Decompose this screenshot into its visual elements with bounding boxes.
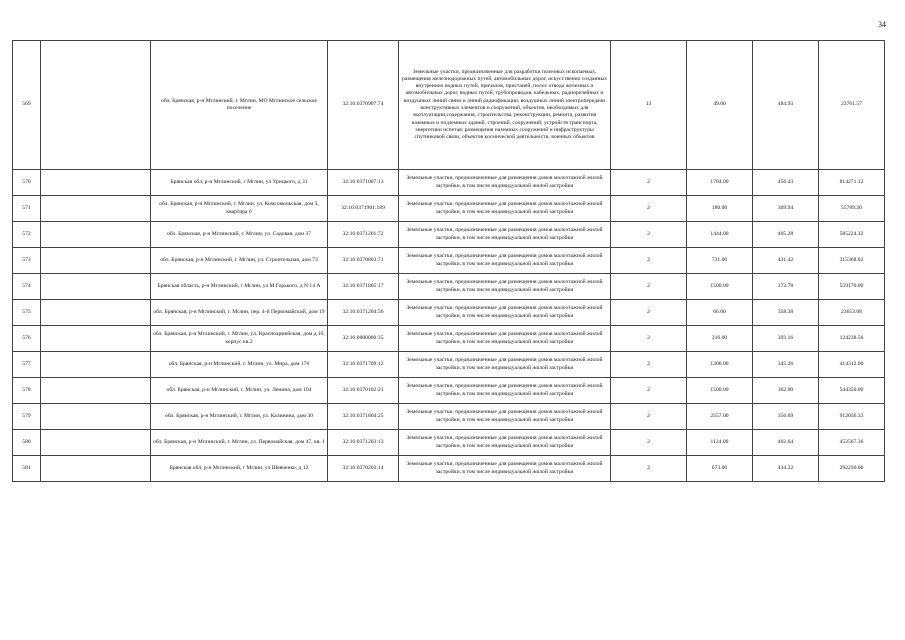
group-number-cell: 13 (611, 41, 687, 170)
row-number-cell: 571 (13, 196, 41, 222)
table-row (13, 274, 885, 300)
cadastral-number-cell: 32:16:0371203:13 (328, 430, 399, 456)
cadastral-number-cell: 32:16:0371007:13 (328, 170, 399, 196)
address-cell: обл. Брянская, р-н Мглинский, г. Мглин, пер. 4-й Первомайский, дом 19 (151, 300, 328, 326)
empty-cell (41, 300, 151, 326)
cadastral-value-cell: 814271.12 (819, 170, 885, 196)
table-row (13, 352, 885, 378)
cadastral-number-cell: 32:16:0371709:12 (328, 352, 399, 378)
address-cell: Брянская обл, р-н Мглинский, г Мглин, ул Урицкого, д 31 (151, 170, 328, 196)
address-cell: обл. Брянская, р-н Мглинский, г. Мглин, ул. Калинина, дом 30 (151, 404, 328, 430)
specific-value-cell: 434.22 (753, 456, 819, 482)
empty-cell (41, 41, 151, 170)
address-cell: обл. Брянская, р-н Мглинский, г. Мглин, ул. Строительная, дом 73 (151, 248, 328, 274)
cadastral-number-cell: 32:16:0370102:21 (328, 378, 399, 404)
address-cell: обл. Брянская, р-н Мглинский, г. Мглин, ул. Первомайская, дом 47, кв. 1 (151, 430, 328, 456)
specific-value-cell: 484.93 (753, 41, 819, 170)
cadastral-number-cell: 32:16:0370907:74 (328, 41, 399, 170)
land-use-purpose-cell: Земельные участки, предназначенные для размещения домов малоэтажной жилой застройки, в том числе индивидуальной жилой застройки (399, 430, 611, 456)
specific-value-cell: 358.38 (753, 300, 819, 326)
row-number-cell: 579 (13, 404, 41, 430)
area-cell: 2557.00 (687, 404, 753, 430)
table-body (13, 41, 885, 482)
cadastral-value-cell: 559170.00 (819, 274, 885, 300)
row-number-cell: 572 (13, 222, 41, 248)
land-use-purpose-cell: Земельные участки, предназначенные для размещения домов малоэтажной жилой застройки, в том числе индивидуальной жилой застройки (399, 274, 611, 300)
table-row (13, 404, 885, 430)
row-number-cell: 575 (13, 300, 41, 326)
area-cell: 1500.00 (687, 378, 753, 404)
cadastral-number-cell: 32:16:0371901:189 (328, 196, 399, 222)
cadastral-number-cell: 32:16:0370203:14 (328, 456, 399, 482)
specific-value-cell: 405.28 (753, 222, 819, 248)
land-use-purpose-cell: Земельные участки, предназначенные для размещения домов малоэтажной жилой застройки, в том числе индивидуальной жилой застройки (399, 170, 611, 196)
land-use-purpose-cell: Земельные участки, предназначенные для размещения домов малоэтажной жилой застройки, в том числе индивидуальной жилой застройки (399, 248, 611, 274)
empty-cell (41, 456, 151, 482)
cadastral-value-cell: 23653.08 (819, 300, 885, 326)
cadastral-value-cell: 292230.06 (819, 456, 885, 482)
address-cell: обл. Брянская, р-н Мглинский, г. Мглин, ул. Комсомольская, дом 3, квартира 6 (151, 196, 328, 222)
land-use-purpose-cell: Земельные участки, предназначенные для размещения домов малоэтажной жилой застройки, в том числе индивидуальной жилой застройки (399, 222, 611, 248)
row-number-cell: 574 (13, 274, 41, 300)
specific-value-cell: 393.16 (753, 326, 819, 352)
cadastral-value-cell: 912056.33 (819, 404, 885, 430)
cadastral-number-cell: 32:16:0371804:25 (328, 404, 399, 430)
table-row (13, 300, 885, 326)
cadastral-value-cell: 55789.20 (819, 196, 885, 222)
row-number-cell: 577 (13, 352, 41, 378)
area-cell: 1200.00 (687, 352, 753, 378)
area-cell: 1444.00 (687, 222, 753, 248)
cadastral-value-cell: 585224.32 (819, 222, 885, 248)
empty-cell (41, 196, 151, 222)
land-use-purpose-cell: Земельные участки, предназначенные для размещения домов малоэтажной жилой застройки, в том числе индивидуальной жилой застройки (399, 300, 611, 326)
specific-value-cell: 372.78 (753, 274, 819, 300)
table-row (13, 41, 885, 170)
address-cell: обл. Брянская, р-н Мглинский, г. Мглин, ул. Ленина, дом 104 (151, 378, 328, 404)
row-number-cell: 576 (13, 326, 41, 352)
land-use-purpose-cell: Земельные участки, предназначенные для размещения домов малоэтажной жилой застройки, в том числе индивидуальной жилой застройки (399, 352, 611, 378)
table-row (13, 170, 885, 196)
cadastral-number-cell: 32:16:0371201:72 (328, 222, 399, 248)
group-number-cell: 2 (611, 352, 687, 378)
empty-cell (41, 274, 151, 300)
area-cell: 49.00 (687, 41, 753, 170)
empty-cell (41, 170, 151, 196)
row-number-cell: 578 (13, 378, 41, 404)
land-use-purpose-cell: Земельные участки, предназначенные для размещения домов малоэтажной жилой застройки, в том числе индивидуальной жилой застройки (399, 456, 611, 482)
table-row (13, 326, 885, 352)
area-cell: 1124.00 (687, 430, 753, 456)
area-cell: 1784.00 (687, 170, 753, 196)
cadastral-value-cell: 23761.57 (819, 41, 885, 170)
specific-value-cell: 362.90 (753, 378, 819, 404)
address-cell: обл. Брянская, р-н Мглинский, г. Мглин, МО Мглинское сельское поселение (151, 41, 328, 170)
group-number-cell: 2 (611, 404, 687, 430)
specific-value-cell: 309.94 (753, 196, 819, 222)
cadastral-value-cell: 124238.56 (819, 326, 885, 352)
group-number-cell: 2 (611, 222, 687, 248)
table-row (13, 196, 885, 222)
table-row (13, 456, 885, 482)
row-number-cell: 573 (13, 248, 41, 274)
land-use-purpose-cell: Земельные участки, предназначенные для разработки полезных ископаемых, размещения железнодорожных путей, автомобильных дорог, искусственно созданных внутренних водных путей, причалов, пристаней, полос отвода железных и автомобильных дорог, водных путей, трубопроводов, кабельных, радиорелейных и воздушных линий связи и линий радиофикации, воздушных линий электропередачи конструктивных элементов и сооружений, объектов, необходимых для эксплуатации,содержания, строительства, реконструкции, ремонта, развития наземных и подземных зданий, строений, сооружений, устройств транспорта, энергетики испетая; размещения наземных сооружений и инфраструктуры спутниковой связи, объектов космической деятельности, военных объектов (399, 41, 611, 170)
cadastral-value-cell: 452567.36 (819, 430, 885, 456)
address-cell: обл. Брянская, р-н Мглинский, г. Мглин, ул. Красноармейская, дом д.10, корпус кв.2 (151, 326, 328, 352)
area-cell: 316.00 (687, 326, 753, 352)
table-row (13, 222, 885, 248)
group-number-cell: 2 (611, 248, 687, 274)
area-cell: 180.00 (687, 196, 753, 222)
land-use-purpose-cell: Земельные участки, предназначенные для размещения домов малоэтажной жилой застройки, в том числе индивидуальной жилой застройки (399, 378, 611, 404)
specific-value-cell: 345.26 (753, 352, 819, 378)
specific-value-cell: 431.42 (753, 248, 819, 274)
address-cell: обл. Брянская, р-н Мглинский, г. Мглин, ул. Мира, дом 176 (151, 352, 328, 378)
empty-cell (41, 430, 151, 456)
group-number-cell: 2 (611, 378, 687, 404)
address-cell: обл. Брянская, р-н Мглинский, г. Мглин, ул. Садовая, дом 37 (151, 222, 328, 248)
row-number-cell: 570 (13, 170, 41, 196)
area-cell: 731.00 (687, 248, 753, 274)
cadastral-value-cell: 315368.02 (819, 248, 885, 274)
group-number-cell: 2 (611, 170, 687, 196)
land-plot-table (12, 40, 885, 482)
land-use-purpose-cell: Земельные участки, предназначенные для размещения домов малоэтажной жилой застройки, в том числе индивидуальной жилой застройки (399, 326, 611, 352)
group-number-cell: 2 (611, 274, 687, 300)
row-number-cell: 581 (13, 456, 41, 482)
table-row (13, 248, 885, 274)
group-number-cell: 2 (611, 456, 687, 482)
land-use-purpose-cell: Земельные участки, предназначенные для размещения домов малоэтажной жилой застройки, в том числе индивидуальной жилой застройки (399, 404, 611, 430)
empty-cell (41, 248, 151, 274)
area-cell: 66.00 (687, 300, 753, 326)
group-number-cell: 2 (611, 430, 687, 456)
row-number-cell: 569 (13, 41, 41, 170)
cadastral-number-cell: 32:16:0000000:35 (328, 326, 399, 352)
cadastral-value-cell: 544350.00 (819, 378, 885, 404)
land-use-purpose-cell: Земельные участки, предназначенные для размещения домов малоэтажной жилой застройки, в том числе индивидуальной жилой застройки (399, 196, 611, 222)
table-row (13, 430, 885, 456)
group-number-cell: 2 (611, 300, 687, 326)
empty-cell (41, 222, 151, 248)
page-number: 34 (878, 20, 886, 29)
empty-cell (41, 352, 151, 378)
address-cell: Брянская область, р-н Мглинский, г Мглин, ул М.Горького, д N 14 А (151, 274, 328, 300)
group-number-cell: 2 (611, 196, 687, 222)
empty-cell (41, 404, 151, 430)
specific-value-cell: 456.43 (753, 170, 819, 196)
empty-cell (41, 378, 151, 404)
address-cell: Брянская обл, р-н Мглинский, г Мглин, ул Шевченко, д 12 (151, 456, 328, 482)
row-number-cell: 580 (13, 430, 41, 456)
specific-value-cell: 356.69 (753, 404, 819, 430)
cadastral-number-cell: 32:16:0371805:17 (328, 274, 399, 300)
group-number-cell: 2 (611, 326, 687, 352)
area-cell: 673.00 (687, 456, 753, 482)
cadastral-number-cell: 32:16:0370803:71 (328, 248, 399, 274)
empty-cell (41, 326, 151, 352)
table-row (13, 378, 885, 404)
area-cell: 1500.00 (687, 274, 753, 300)
cadastral-value-cell: 414312.00 (819, 352, 885, 378)
cadastral-number-cell: 32:16:0371204:56 (328, 300, 399, 326)
specific-value-cell: 402.64 (753, 430, 819, 456)
